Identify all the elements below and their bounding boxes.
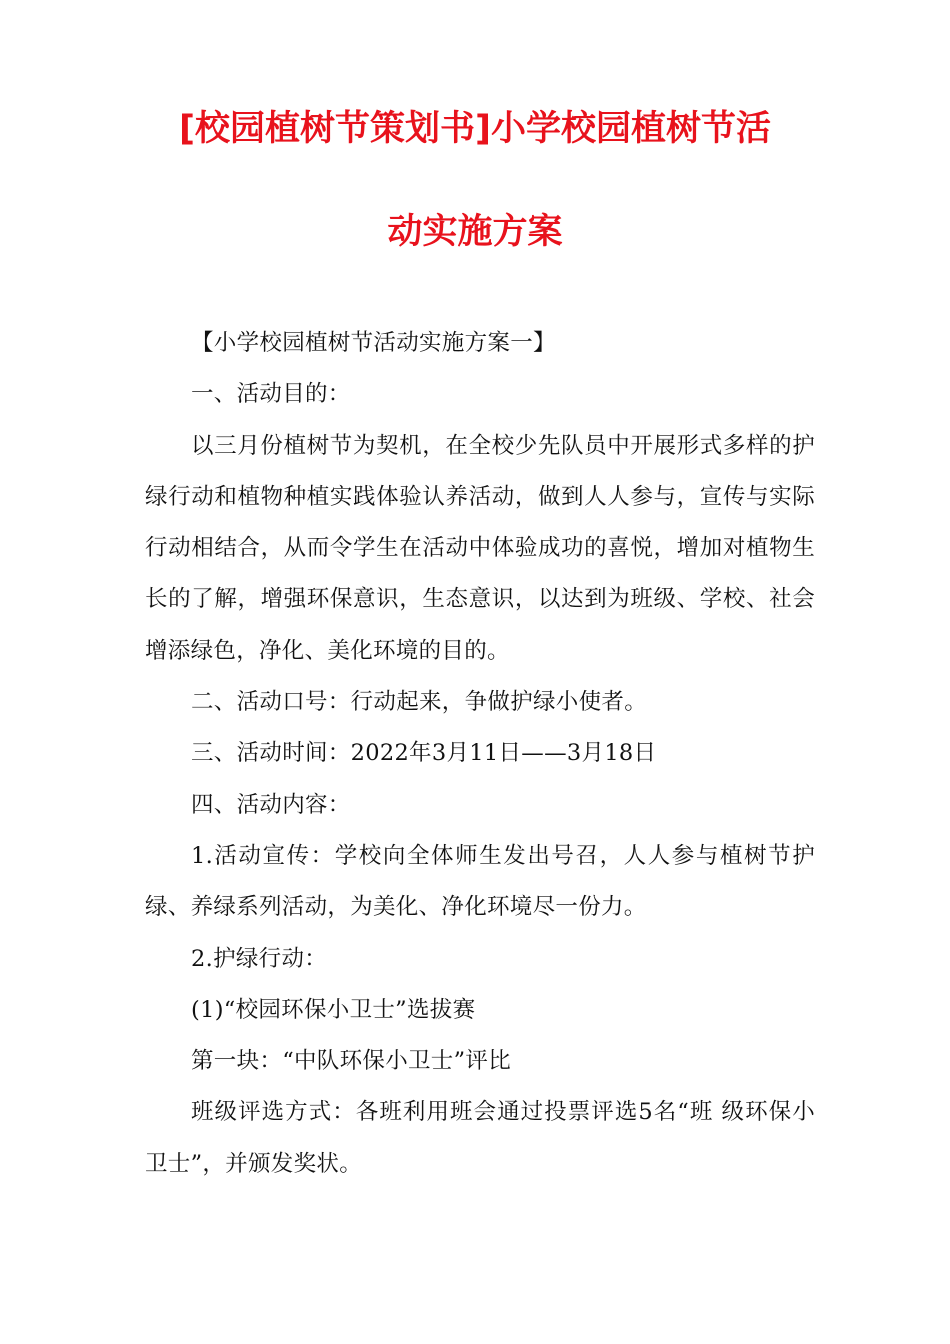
document-title-line-2: 动实施方案 bbox=[387, 212, 563, 252]
heading-green-protection: 2.护绿行动： bbox=[191, 945, 328, 972]
paragraph-publicity: 1.活动宣传：学校向全体师生发出号召，人人参与植树节护绿、养绿系列活动，为美化、净化环境尽一份力。 bbox=[145, 842, 815, 921]
section-heading-plan-one: 【小学校园植树节活动实施方案一】 bbox=[191, 330, 556, 356]
paragraph-first-block: 第一块：“中队环保小卫士”评比 bbox=[191, 1048, 512, 1075]
paragraph-class-selection: 班级评选方式：各班利用班会通过投票评选5名“班 级环保小卫士”，并颁发奖状。 bbox=[145, 1099, 815, 1177]
paragraph-selection-contest: (1)“校园环保小卫士”选拔赛 bbox=[191, 996, 476, 1023]
heading-activity-purpose: 一、活动目的： bbox=[191, 381, 351, 408]
paragraph-activity-slogan: 二、活动口号：行动起来，争做护绿小使者。 bbox=[191, 689, 648, 716]
paragraph-activity-purpose: 以三月份植树节为契机，在全校少先队员中开展形式多样的护绿行动和植物种植实践体验认养活动，做到人人参与，宣传与实际行动相结合，从而令学生在活动中体验成功的喜悦，增加对植物生长的了解，增强环保意识，生态意识，以达到为班级、学校、社会增添绿色，净化、美化环境的目的。 bbox=[145, 432, 815, 664]
document-title-line-1: [校园植树节策划书]小学校园植树节活 bbox=[179, 109, 771, 149]
paragraph-activity-time: 三、活动时间：2022年3月11日——3月18日 bbox=[191, 740, 657, 767]
heading-activity-content: 四、活动内容： bbox=[191, 791, 351, 818]
document-body bbox=[145, 318, 815, 1190]
